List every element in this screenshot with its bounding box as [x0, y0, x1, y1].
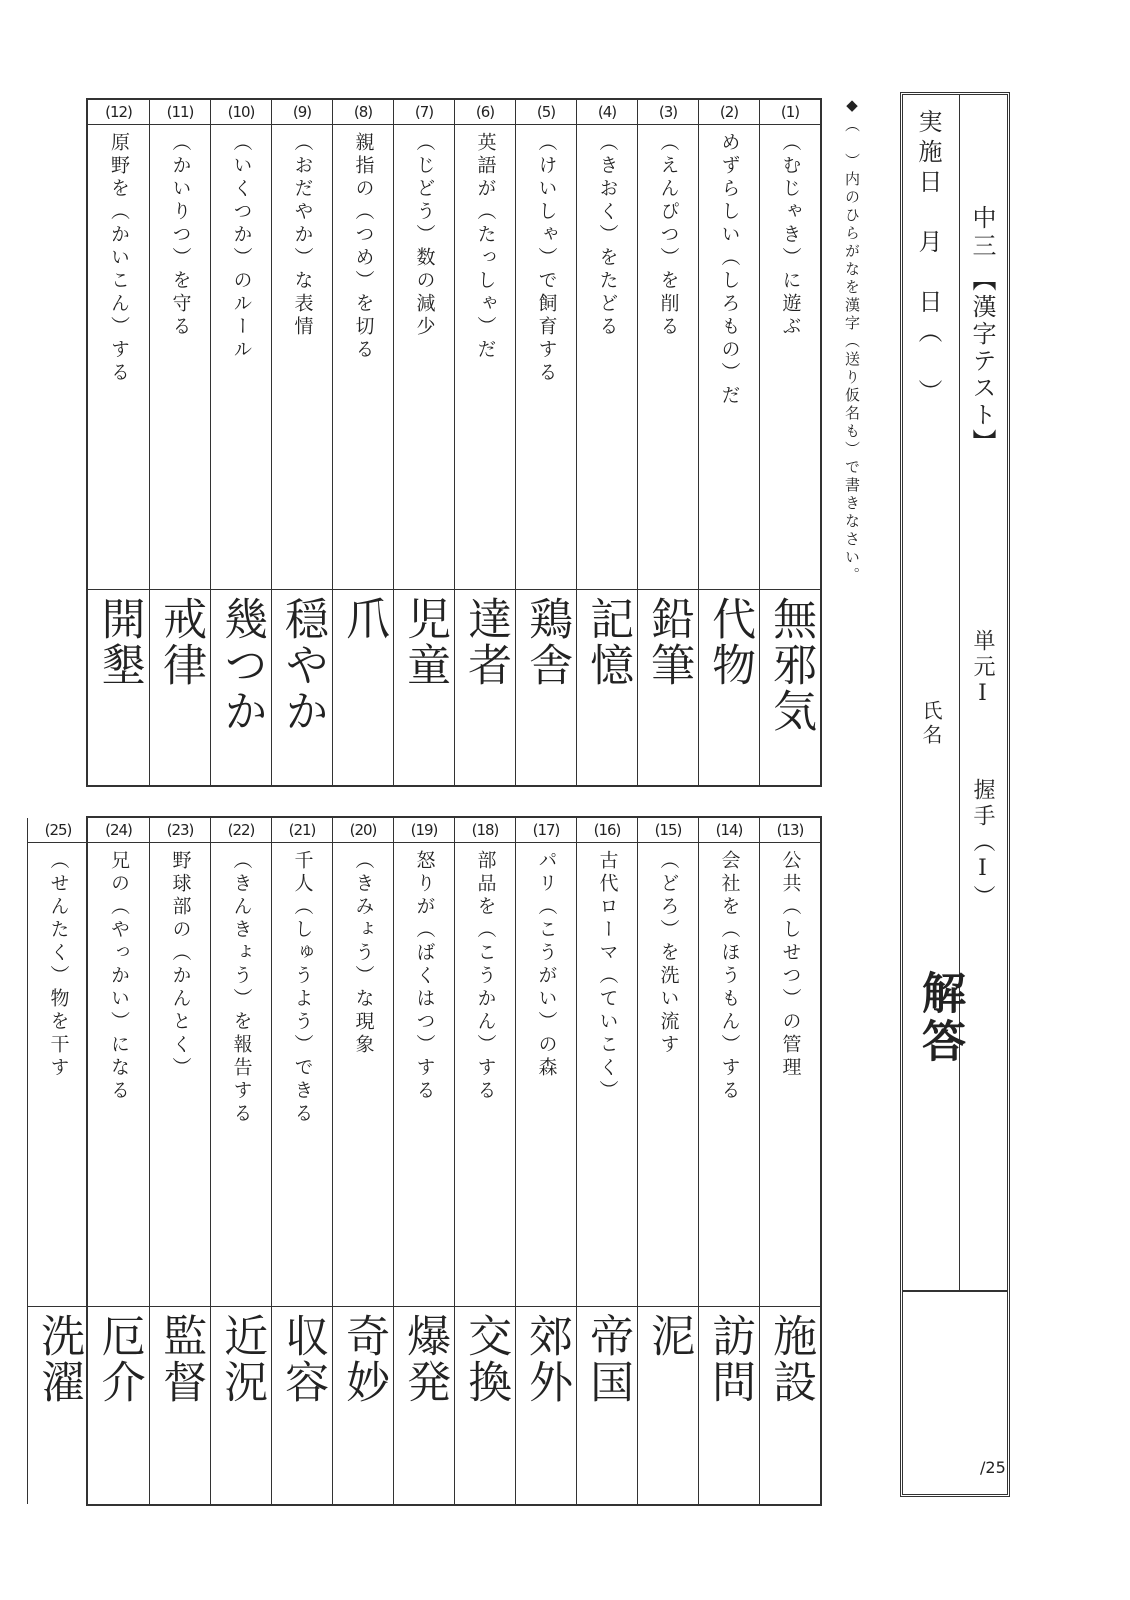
- question-number: (23): [150, 818, 210, 843]
- question-number: (12): [88, 100, 149, 125]
- score-total: /25: [980, 1458, 1006, 1477]
- question-number: (1): [760, 100, 820, 125]
- question-number: (8): [333, 100, 393, 125]
- question-column: [149, 818, 210, 1504]
- question-number: (17): [516, 818, 576, 843]
- name-label: 氏名: [919, 700, 943, 748]
- question-text: （おだやか）な表情: [291, 132, 314, 339]
- question-column: [515, 100, 576, 785]
- answer-box: [455, 1306, 515, 1504]
- header-panel: [900, 92, 1010, 1497]
- question-column: [393, 818, 454, 1504]
- answer-kanji: 郊外: [521, 1313, 573, 1405]
- answer-box: [699, 589, 759, 785]
- answer-stamp: 解答: [914, 970, 965, 1066]
- question-number: (16): [577, 818, 637, 843]
- answer-kanji: 穏やか: [277, 596, 329, 734]
- answer-kanji: 代物: [704, 596, 756, 688]
- question-text: （えんぴつ）を削る: [657, 132, 680, 339]
- question-column: [210, 100, 271, 785]
- question-text: めずらしい（しろもの）だ: [718, 132, 741, 408]
- question-column: [637, 818, 698, 1504]
- question-number: (6): [455, 100, 515, 125]
- test-grade: 中三: [968, 205, 996, 261]
- answer-box: [88, 1306, 149, 1504]
- answer-kanji: 無邪気: [765, 596, 817, 734]
- question-text: 怒りが（ばくはつ）する: [413, 850, 436, 1103]
- instruction-text: ◆（ ）内のひらがなを漢字（送り仮名も）で書きなさい。: [843, 96, 861, 585]
- answer-kanji: 鶏舎: [521, 596, 573, 688]
- answer-kanji: 交換: [460, 1313, 512, 1405]
- answer-kanji: 鉛筆: [643, 596, 695, 688]
- answer-kanji: 監督: [155, 1313, 207, 1405]
- question-number: (7): [394, 100, 454, 125]
- question-number: (3): [638, 100, 698, 125]
- answer-box: [211, 589, 271, 785]
- question-column: [149, 100, 210, 785]
- question-column: [393, 100, 454, 785]
- question-text: パリ（こうがい）の森: [535, 850, 558, 1080]
- question-text: 英語が（たっしゃ）だ: [474, 132, 497, 362]
- question-text: （きみょう）な現象: [352, 850, 375, 1057]
- question-text: （じどう）数の減少: [413, 132, 436, 339]
- question-grid-top: [86, 98, 822, 787]
- answer-kanji: 幾つか: [216, 596, 268, 734]
- answer-kanji: 収容: [277, 1313, 329, 1405]
- question-column: [332, 100, 393, 785]
- answer-box: [394, 589, 454, 785]
- question-text: 野球部の（かんとく）: [169, 850, 192, 1080]
- question-number: (21): [272, 818, 332, 843]
- question-column: [88, 100, 149, 785]
- answer-box: [577, 1306, 637, 1504]
- question-column: [271, 100, 332, 785]
- question-text: （むじゃき）に遊ぶ: [779, 132, 802, 339]
- answer-kanji: 訪問: [704, 1313, 756, 1405]
- question-number: (20): [333, 818, 393, 843]
- question-number: (13): [760, 818, 820, 843]
- lesson-label: 握手（Ⅰ）: [970, 778, 995, 911]
- question-column: [27, 818, 88, 1504]
- question-text: （きんきょう）を報告する: [230, 850, 253, 1126]
- answer-box: [760, 589, 820, 785]
- answer-box: [394, 1306, 454, 1504]
- answer-kanji: 洗濯: [33, 1313, 85, 1405]
- question-text: 会社を（ほうもん）する: [718, 850, 741, 1103]
- question-column: [698, 818, 759, 1504]
- question-number: (9): [272, 100, 332, 125]
- answer-box: [88, 589, 149, 785]
- question-number: (11): [150, 100, 210, 125]
- answer-kanji: 達者: [460, 596, 512, 688]
- answer-kanji: 奇妙: [338, 1313, 390, 1405]
- answer-box: [577, 589, 637, 785]
- question-text: 部品を（こうかん）する: [474, 850, 497, 1103]
- question-column: [454, 818, 515, 1504]
- answer-kanji: 近況: [216, 1313, 268, 1405]
- question-column: [271, 818, 332, 1504]
- question-column: [576, 818, 637, 1504]
- answer-box: [638, 1306, 698, 1504]
- question-number: (5): [516, 100, 576, 125]
- question-column: [332, 818, 393, 1504]
- question-text: 兄の（やっかい）になる: [108, 850, 130, 1103]
- answer-kanji: 爪: [338, 596, 390, 642]
- answer-box: [699, 1306, 759, 1504]
- question-column: [210, 818, 271, 1504]
- answer-box: [272, 589, 332, 785]
- question-column: [88, 818, 149, 1504]
- answer-box: [333, 589, 393, 785]
- date-label: 実施日 月 日（ ）: [914, 109, 942, 409]
- question-column: [698, 100, 759, 785]
- answer-kanji: 帝国: [582, 1313, 634, 1405]
- question-column: [759, 100, 820, 785]
- question-number: (19): [394, 818, 454, 843]
- question-number: (10): [211, 100, 271, 125]
- question-text: （せんたく）物を干す: [47, 850, 70, 1080]
- question-column: [576, 100, 637, 785]
- answer-box: [150, 1306, 210, 1504]
- answer-kanji: 爆発: [399, 1313, 451, 1405]
- answer-kanji: 施設: [765, 1313, 817, 1405]
- answer-box: [272, 1306, 332, 1504]
- question-column: [637, 100, 698, 785]
- answer-box: [638, 589, 698, 785]
- answer-box: [150, 589, 210, 785]
- question-text: 親指の（つめ）を切る: [352, 132, 375, 362]
- answer-box: [760, 1306, 820, 1504]
- question-number: (22): [211, 818, 271, 843]
- question-number: (15): [638, 818, 698, 843]
- answer-kanji: 開墾: [93, 596, 145, 688]
- question-column: [759, 818, 820, 1504]
- question-text: （きおく）をたどる: [596, 132, 619, 339]
- test-title: 【漢字テスト】: [968, 267, 996, 456]
- answer-kanji: 記憶: [582, 596, 634, 688]
- question-number: (4): [577, 100, 637, 125]
- answer-box: [516, 589, 576, 785]
- question-number: (14): [699, 818, 759, 843]
- answer-box: [28, 1306, 88, 1504]
- answer-kanji: 泥: [643, 1313, 695, 1359]
- question-text: （けいしゃ）で飼育する: [535, 132, 558, 385]
- question-text: 千人（しゅうよう）できる: [291, 850, 314, 1126]
- answer-box: [211, 1306, 271, 1504]
- question-number: (24): [88, 818, 149, 843]
- question-text: （どろ）を洗い流す: [657, 850, 680, 1057]
- answer-kanji: 厄介: [93, 1313, 145, 1405]
- question-number: (2): [699, 100, 759, 125]
- answer-box: [333, 1306, 393, 1504]
- question-column: [454, 100, 515, 785]
- question-column: [515, 818, 576, 1504]
- unit-label: 単元Ⅰ: [970, 629, 995, 710]
- question-text: 古代ローマ（ていこく）: [596, 850, 619, 1103]
- question-number: (25): [28, 818, 88, 843]
- answer-box: [455, 589, 515, 785]
- question-grid-bottom: [33, 816, 822, 1506]
- question-text: 公共（しせつ）の管理: [779, 850, 802, 1080]
- answer-kanji: 戒律: [155, 596, 207, 688]
- question-text: 原野を（かいこん）する: [108, 132, 130, 385]
- question-number: (18): [455, 818, 515, 843]
- question-text: （かいりつ）を守る: [169, 132, 192, 339]
- answer-box: [516, 1306, 576, 1504]
- answer-kanji: 児童: [399, 596, 451, 688]
- question-text: （いくつか）のルール: [230, 132, 253, 362]
